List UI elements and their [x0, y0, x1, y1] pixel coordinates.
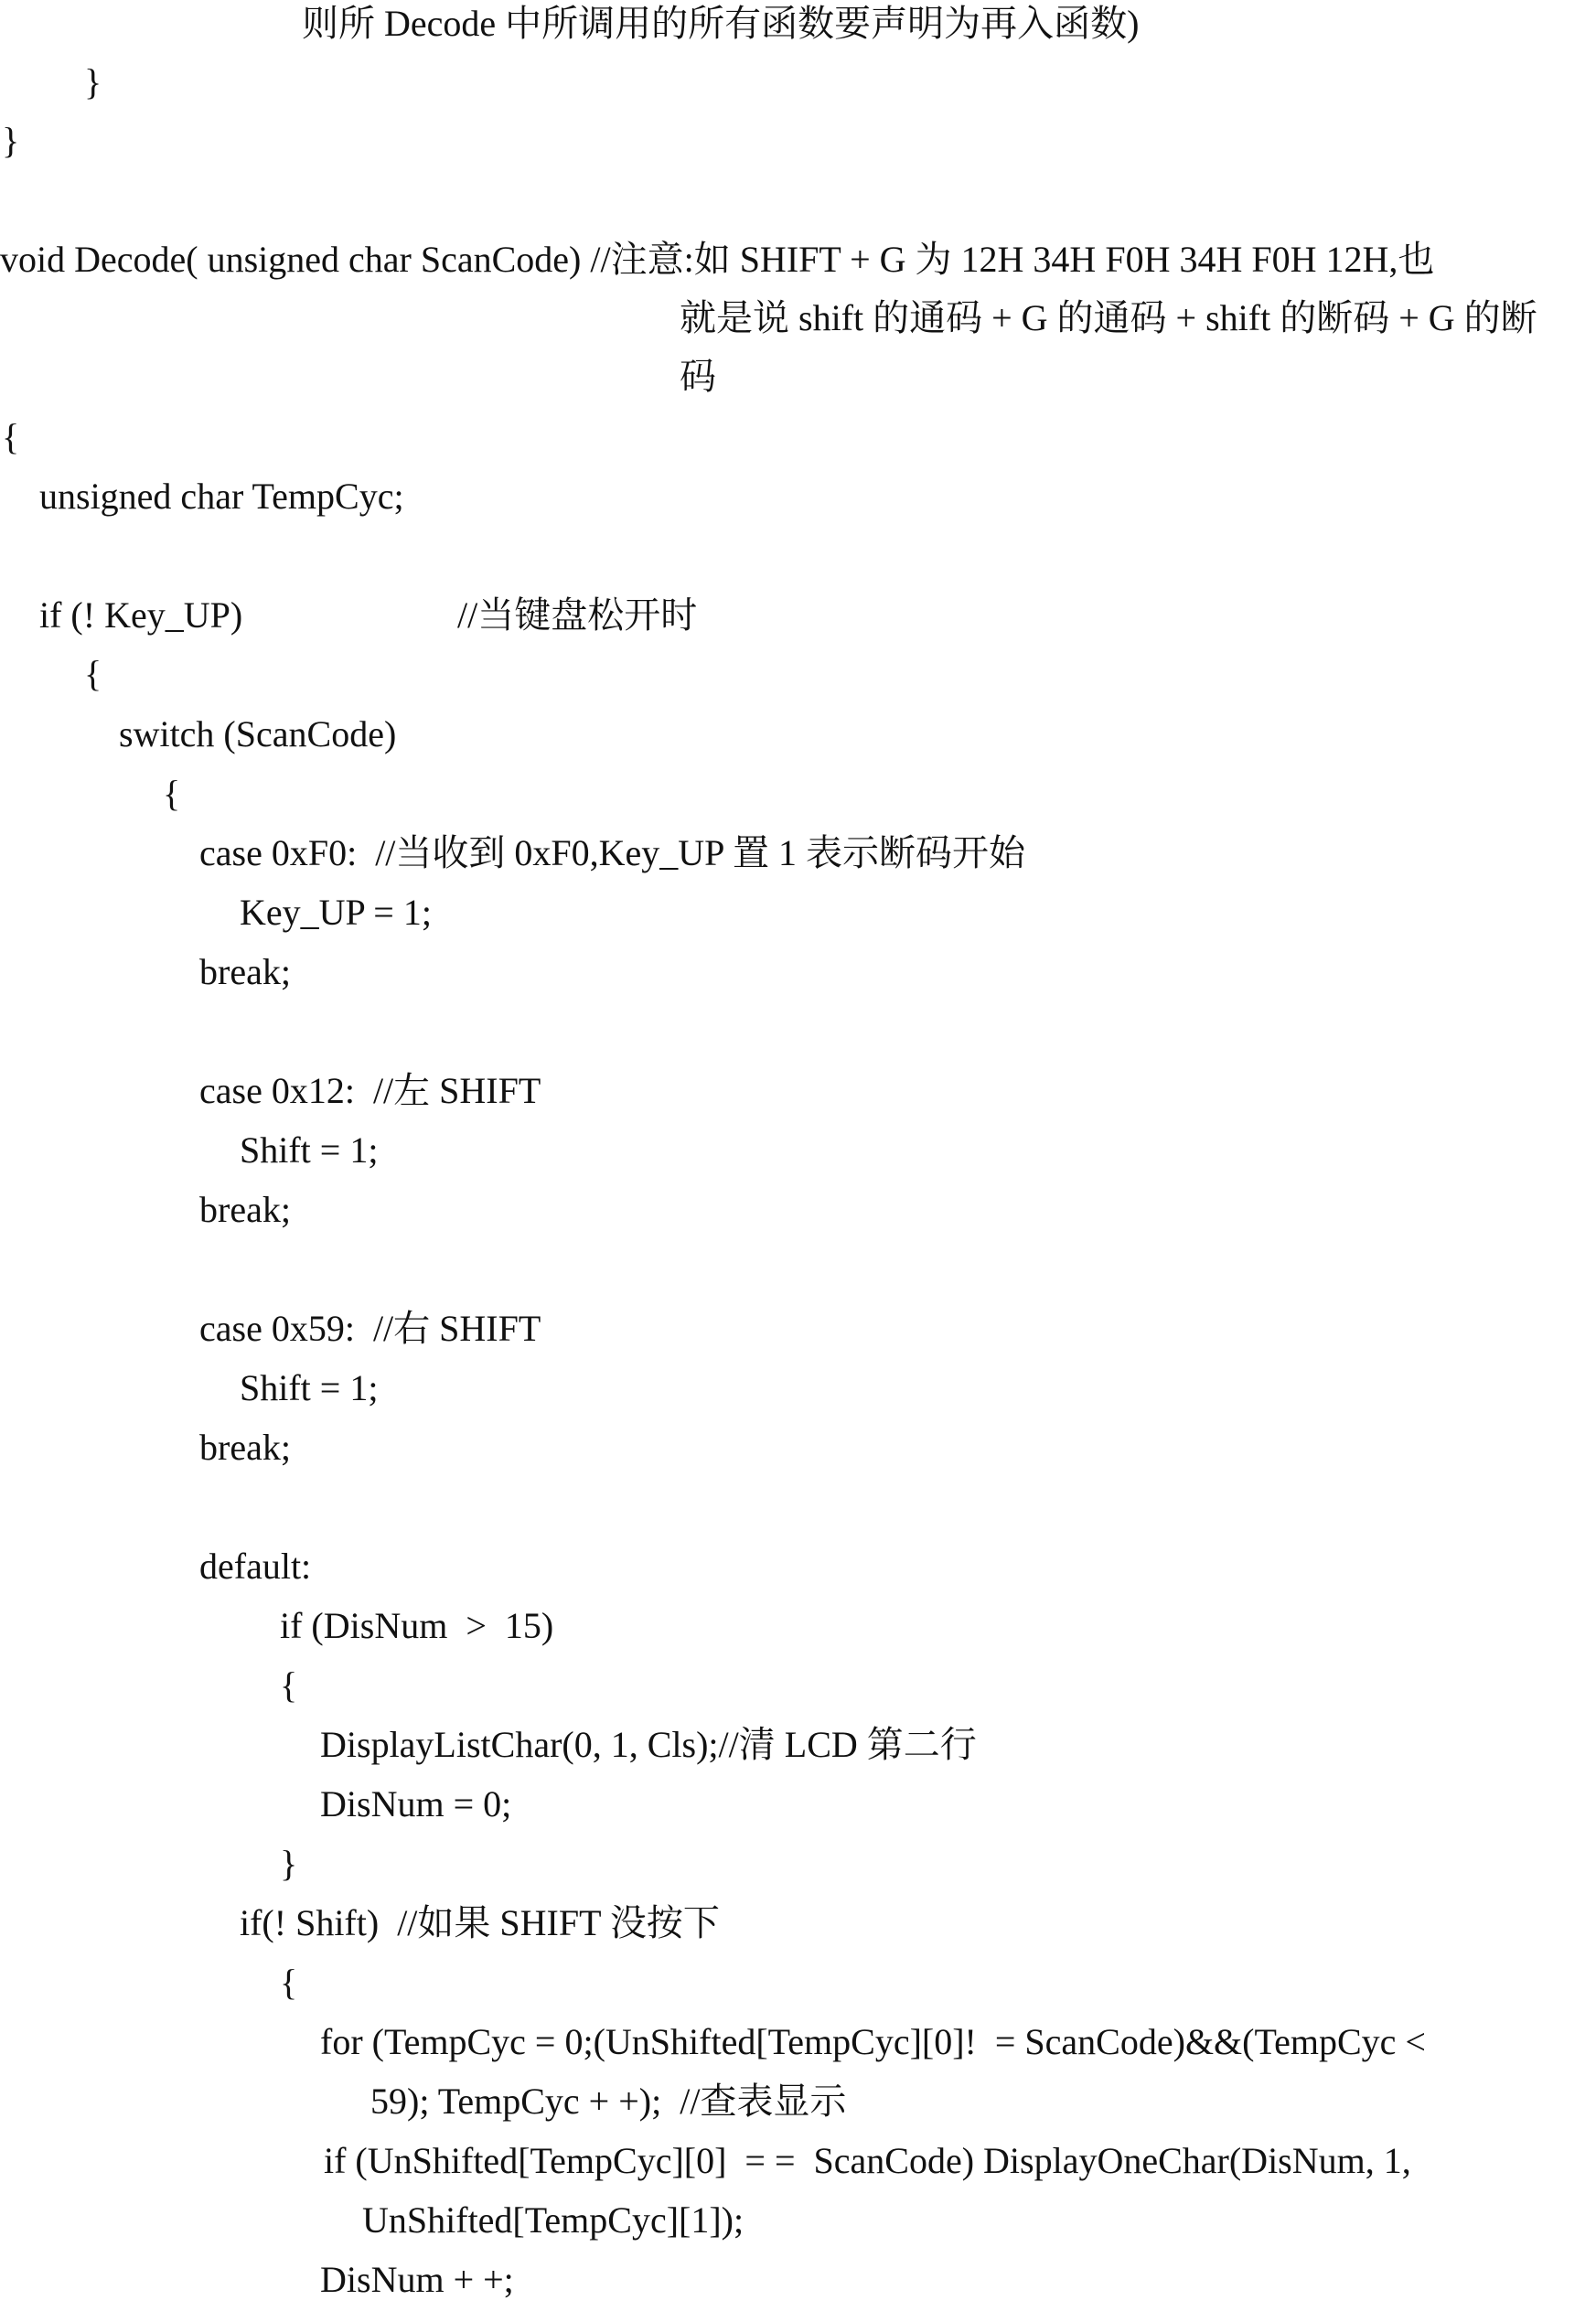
code-line: case 0x59: //右 SHIFT [199, 1308, 541, 1349]
code-comment: //当键盘松开时 [457, 594, 698, 636]
code-line: default: [199, 1546, 312, 1587]
code-line: DisNum + +; [320, 2259, 514, 2300]
code-line: for (TempCyc = 0;(UnShifted[TempCyc][0]! = ScanCode)&&(TempCyc < [320, 2021, 1426, 2062]
code-line: if (UnShifted[TempCyc][0] = = ScanCode) DisplayOneChar(DisNum, 1, [324, 2140, 1411, 2181]
code-line: { [163, 773, 181, 814]
code-line: switch (ScanCode) [119, 713, 397, 754]
code-line: void Decode( unsigned char ScanCode) //注意:如 SHIFT + G 为 12H 34H F0H 34H F0H 12H,也 [0, 239, 1435, 280]
code-line: if (! Key_UP) [39, 594, 243, 636]
code-line: Key_UP = 1; [240, 892, 432, 933]
code-line: Shift = 1; [240, 1129, 379, 1171]
code-line: Shift = 1; [240, 1367, 379, 1408]
code-line: { [280, 1962, 298, 2003]
code-line: UnShifted[TempCyc][1]); [362, 2199, 744, 2241]
code-line: break; [199, 951, 291, 992]
code-line: break; [199, 1189, 291, 1230]
code-line: { [280, 1664, 298, 1706]
code-line: case 0x12: //左 SHIFT [199, 1070, 541, 1111]
code-line: DisplayListChar(0, 1, Cls);//清 LCD 第二行 [320, 1724, 977, 1765]
code-line: { [84, 653, 102, 694]
code-line: unsigned char TempCyc; [39, 476, 404, 517]
code-line: 就是说 shift 的通码 + G 的通码 + shift 的断码 + G 的断 [680, 297, 1537, 338]
code-line: if(! Shift) //如果 SHIFT 没按下 [240, 1902, 720, 1943]
code-line: } [2, 120, 20, 161]
code-line: DisNum = 0; [320, 1783, 512, 1824]
code-line: break; [199, 1427, 291, 1468]
code-line: 码 [680, 356, 716, 397]
code-line: 则所 Decode 中所调用的所有函数要声明为再入函数) [302, 3, 1140, 44]
code-line: { [2, 416, 20, 457]
code-line: if (DisNum > 15) [280, 1605, 554, 1646]
code-line: case 0xF0: //当收到 0xF0,Key_UP 置 1 表示断码开始 [199, 832, 1025, 873]
code-line: } [84, 61, 102, 102]
code-line: } [280, 1843, 298, 1884]
code-line: 59); TempCyc + +); //查表显示 [370, 2081, 847, 2122]
